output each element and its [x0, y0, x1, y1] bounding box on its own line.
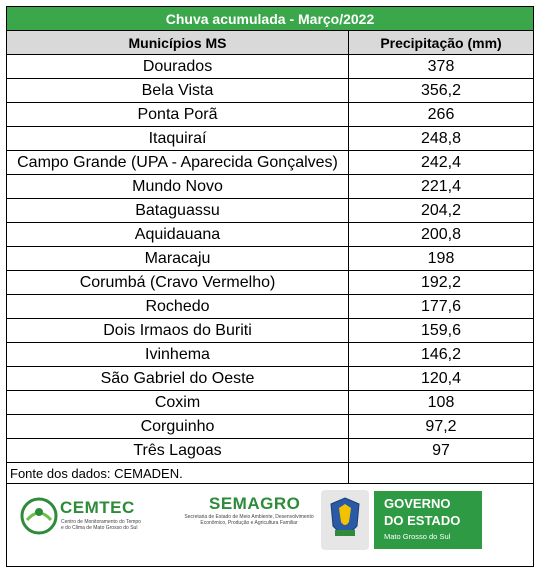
table-row [7, 151, 534, 175]
table-row [7, 391, 534, 415]
semagro-name: SEMAGRO [209, 494, 301, 513]
precipitacao-cell: 97 [349, 439, 534, 463]
table-row [7, 343, 534, 367]
precipitacao-cell: 177,6 [349, 295, 534, 319]
municipio-cell: Rochedo [7, 295, 349, 319]
do-estado-line: DO ESTADO [384, 513, 461, 528]
table-row [7, 319, 534, 343]
cemtec-name: CEMTEC [60, 498, 135, 517]
logos-cell [7, 484, 534, 567]
header-municipio: Municípios MS [7, 31, 349, 55]
precipitacao-cell: 192,2 [349, 271, 534, 295]
precipitacao-cell: 198 [349, 247, 534, 271]
municipio-cell: Campo Grande (UPA - Aparecida Gonçalves) [7, 151, 349, 175]
precipitacao-cell: 120,4 [349, 367, 534, 391]
precipitacao-cell: 266 [349, 103, 534, 127]
table-row [7, 271, 534, 295]
municipio-cell: Corguinho [7, 415, 349, 439]
municipio-cell: Itaquiraí [7, 127, 349, 151]
table-row [7, 247, 534, 271]
municipio-cell: Aquidauana [7, 223, 349, 247]
semagro-subtitle: Secretaria de Estado de Meio Ambiente, Desenvolvimento Econômico, Produção e Agricultura Familiar [184, 514, 314, 526]
precipitacao-cell: 356,2 [349, 79, 534, 103]
precipitacao-cell: 159,6 [349, 319, 534, 343]
governo-line: GOVERNO [384, 496, 451, 511]
rainfall-table [6, 6, 534, 567]
municipio-cell: Maracaju [7, 247, 349, 271]
state-name-line: Mato Grosso do Sul [384, 532, 451, 541]
empty-cell [349, 463, 534, 484]
municipio-cell: Dois Irmaos do Buriti [7, 319, 349, 343]
precipitacao-cell: 204,2 [349, 199, 534, 223]
municipio-cell: São Gabriel do Oeste [7, 367, 349, 391]
source-row [7, 463, 534, 484]
cemtec-subtitle: Centro de Monitoramento do Tempo e do Clima de Mato Grosso do Sul [61, 519, 141, 531]
table-row [7, 199, 534, 223]
state-coat-of-arms-icon [321, 490, 369, 550]
table-row [7, 175, 534, 199]
table-row [7, 223, 534, 247]
header-precipitacao: Precipitação (mm) [349, 31, 534, 55]
municipio-cell: Bataguassu [7, 199, 349, 223]
precipitacao-cell: 221,4 [349, 175, 534, 199]
municipio-cell: Mundo Novo [7, 175, 349, 199]
precipitacao-cell: 242,4 [349, 151, 534, 175]
table-row [7, 415, 534, 439]
precipitacao-cell: 378 [349, 55, 534, 79]
table-row [7, 295, 534, 319]
municipio-cell: Coxim [7, 391, 349, 415]
table-row [7, 55, 534, 79]
precipitacao-cell: 200,8 [349, 223, 534, 247]
title-row [7, 7, 534, 31]
precipitacao-cell: 108 [349, 391, 534, 415]
governo-badge [374, 491, 482, 549]
precipitacao-cell: 146,2 [349, 343, 534, 367]
table-row [7, 103, 534, 127]
data-source-note: Fonte dos dados: CEMADEN. [7, 463, 349, 484]
rainfall-sheet [6, 6, 533, 567]
table-row [7, 439, 534, 463]
table-title: Chuva acumulada - Março/2022 [7, 7, 534, 31]
precipitacao-cell: 97,2 [349, 415, 534, 439]
table-row [7, 79, 534, 103]
logos-row [7, 484, 534, 567]
cemtec-logo-icon [19, 496, 59, 536]
municipio-cell: Três Lagoas [7, 439, 349, 463]
table-row [7, 367, 534, 391]
municipio-cell: Dourados [7, 55, 349, 79]
table-row [7, 127, 534, 151]
municipio-cell: Corumbá (Cravo Vermelho) [7, 271, 349, 295]
municipio-cell: Ponta Porã [7, 103, 349, 127]
precipitacao-cell: 248,8 [349, 127, 534, 151]
municipio-cell: Ivinhema [7, 343, 349, 367]
header-row [7, 31, 534, 55]
municipio-cell: Bela Vista [7, 79, 349, 103]
